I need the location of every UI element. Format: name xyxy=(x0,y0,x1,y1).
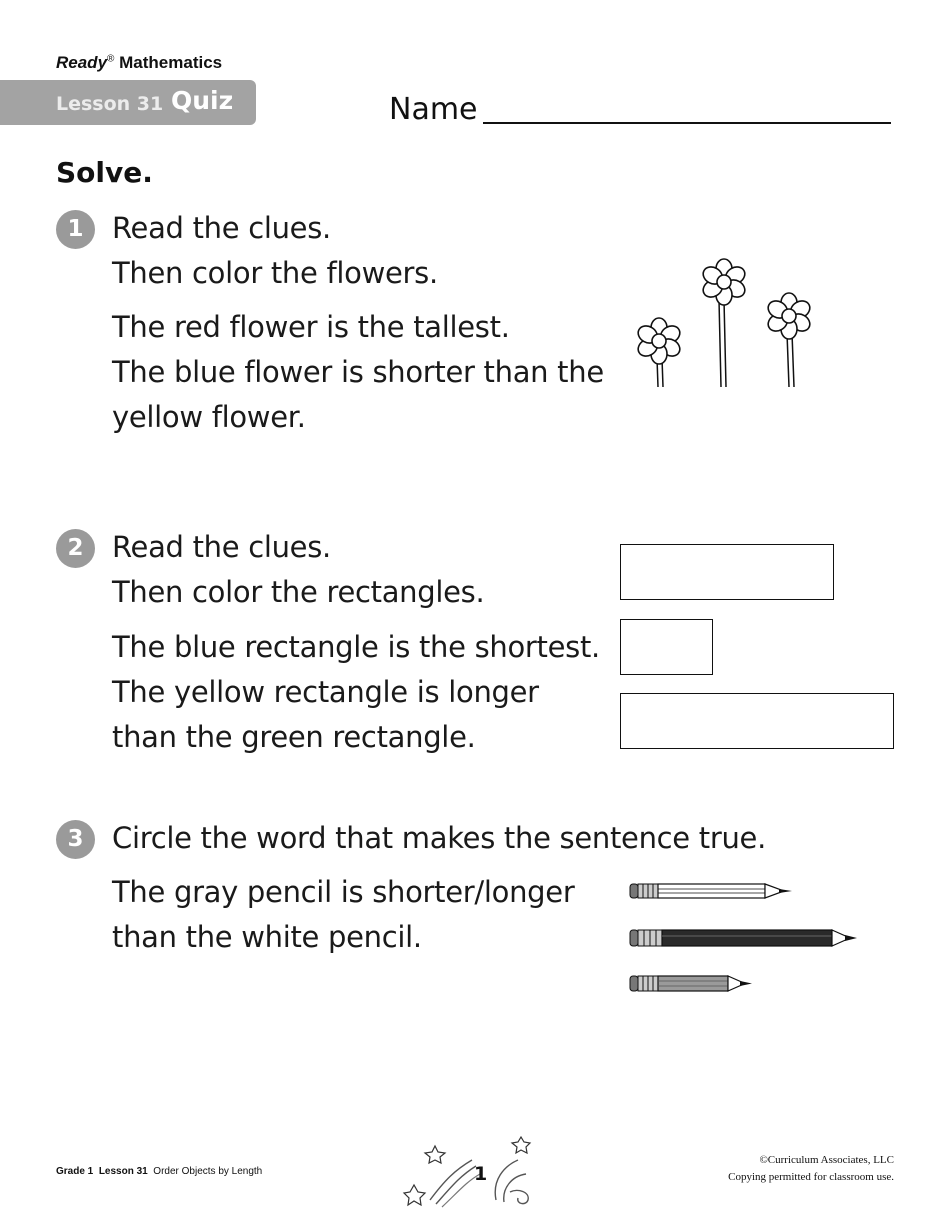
problem-1-line-5: yellow flower. xyxy=(112,400,306,434)
footer-lesson: Lesson 31 xyxy=(98,1166,148,1177)
instructions-heading: Solve. xyxy=(56,156,153,189)
problem-3-line-1: Circle the word that makes the sentence true. xyxy=(112,821,766,855)
problem-2-line-2: Then color the rectangles. xyxy=(112,575,485,609)
footer-lesson-info xyxy=(56,1166,262,1177)
copyright-line-2: Copying permitted for classroom use. xyxy=(728,1171,894,1183)
page-number: 1 xyxy=(474,1163,488,1185)
problem-1-line-1: Read the clues. xyxy=(112,211,331,245)
problem-1-line-3: The red flower is the tallest. xyxy=(112,310,510,344)
rectangle-medium[interactable] xyxy=(620,544,834,600)
problem-1-line-2: Then color the flowers. xyxy=(112,256,438,290)
pencil-dark[interactable] xyxy=(630,930,857,946)
pencils-illustration xyxy=(628,878,860,998)
brand-registered-mark: ® xyxy=(107,53,115,65)
brand-title xyxy=(56,53,222,73)
star-swoosh-decoration xyxy=(400,1130,540,1212)
problem-1-line-4: The blue flower is shorter than the xyxy=(112,355,604,389)
quiz-label: Quiz xyxy=(171,86,234,115)
name-field-line[interactable] xyxy=(483,122,891,124)
rectangle-long[interactable] xyxy=(620,693,894,749)
pencil-gray[interactable] xyxy=(630,976,752,991)
problem-2-line-3: The blue rectangle is the shortest. xyxy=(112,630,600,664)
footer-topic: Order Objects by Length xyxy=(153,1166,263,1177)
copyright-notice xyxy=(728,1152,894,1186)
problem-2-line-1: Read the clues. xyxy=(112,530,331,564)
pencil-white[interactable] xyxy=(630,884,792,898)
copyright-line-1: ©Curriculum Associates, LLC xyxy=(759,1154,894,1166)
lesson-label: Lesson 31 xyxy=(56,93,164,115)
flowers-illustration xyxy=(620,245,830,395)
problem-number-3: 3 xyxy=(56,820,95,859)
flower-short[interactable] xyxy=(635,318,683,364)
problem-3-line-3: than the white pencil. xyxy=(112,920,422,954)
problem-2-line-5: than the green rectangle. xyxy=(112,720,476,754)
brand-subject: Mathematics xyxy=(119,53,223,72)
flower-medium-stem xyxy=(787,333,794,387)
flower-medium[interactable] xyxy=(765,293,813,339)
flower-tall[interactable] xyxy=(700,259,748,305)
problem-number-2: 2 xyxy=(56,529,95,568)
rectangle-short[interactable] xyxy=(620,619,713,675)
footer-grade: Grade 1 xyxy=(56,1166,94,1177)
flower-tall-stem xyxy=(719,300,726,387)
brand-ready: Ready xyxy=(56,53,108,72)
problem-3-line-2: The gray pencil is shorter/longer xyxy=(112,875,575,909)
problem-number-1: 1 xyxy=(56,210,95,249)
problem-2-line-4: The yellow rectangle is longer xyxy=(112,675,539,709)
name-label: Name xyxy=(389,92,478,127)
